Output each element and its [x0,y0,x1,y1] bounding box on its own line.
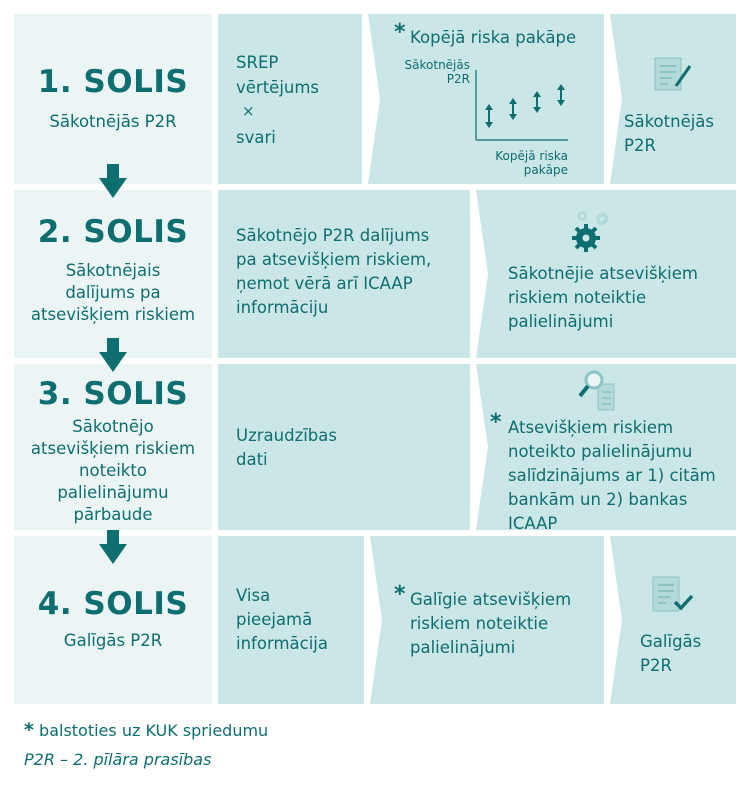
row-2-input-line-2: pa atsevišķiem riskiem, [236,250,432,269]
row-1-output-line-2: P2R [624,136,656,155]
row-3-output-line-5: ICAAP [508,514,558,533]
step-3-subtitle-line-2: atsevišķiem riskiem [30,439,196,458]
row-4-middle-line-3: palielinājumi [410,638,516,657]
row-1-input-line-4: svari [236,128,276,147]
row-3-input-line-1: Uzraudzības [236,426,337,445]
row-2-output-line-1: Sākotnējie atsevišķiem [508,264,698,283]
step-3-subtitle-line-5: pārbaude [73,505,153,524]
step-3-title: 3. SOLIS [37,376,189,412]
row-2-output-line-2: riskiem noteiktie [508,288,647,307]
row-4-asterisk: * [394,582,406,607]
row-3-output-line-4: bankām un 2) bankas [508,490,688,509]
step-2-subtitle-line-2: dalījums pa [65,283,161,302]
down-arrow-icon [99,530,127,564]
row-4-middle-line-1: Galīgie atsevišķiem [410,590,572,609]
step-2-subtitle-line-3: atsevišķiem riskiem [30,305,196,324]
row-4-output-line-1: Galīgās [640,632,702,651]
step-3-subtitle-line-3: noteikto [79,461,147,480]
row-3-output-line-1: Atsevišķiem riskiem [508,418,674,437]
step-2-title: 2. SOLIS [37,214,189,250]
row-3-output-line-3: salīdzinājums ar 1) citām [508,466,716,485]
row-4-middle-line-2: riskiem noteiktie [410,614,549,633]
row-4-output-line-2: P2R [640,656,672,675]
row-2-input-line-1: Sākotnējo P2R dalījums [236,226,430,245]
row-4-output-cell [610,536,736,704]
footnote [24,719,268,741]
row-4-input-line-1: Visa [236,586,271,605]
row-3-input-line-2: dati [236,450,268,469]
step-4-subtitle: Galīgās P2R [63,631,163,650]
step-1-subtitle: Sākotnējās P2R [49,112,177,131]
row-3-input-cell [218,364,470,530]
row-1-input-times: × [242,102,255,120]
step-4-title: 4. SOLIS [37,586,189,622]
row-4-input-line-2: pieejamā [236,610,313,629]
row-1-input-line-2: vērtējums [236,78,320,97]
row-2-output-line-3: palielinājumi [508,312,614,331]
down-arrow-icon [99,164,127,198]
row-1-chart-ylabel-line-1: Sākotnējās [404,58,470,72]
row-1-output-line-1: Sākotnējās [624,112,715,131]
row-1-chart-title: Kopējā riska pakāpe [410,28,577,47]
row-3-asterisk: * [490,410,502,435]
row-1-asterisk: * [394,20,406,45]
step-2-subtitle-line-1: Sākotnējais [65,261,161,280]
row-3-output-line-2: noteikto palielinājumu [508,442,693,461]
row-2-input-line-4: informāciju [236,298,329,317]
row-1-output-cell [610,14,736,184]
step-3-subtitle-line-1: Sākotnējo [72,417,154,436]
legend-note: P2R – 2. pīlāra prasības [24,750,212,769]
row-1-chart-xlabel-line-2: pakāpe [523,163,568,177]
row-4-input-line-3: informācija [236,634,328,653]
footnote-text: balstoties uz KUK spriedumu [39,721,269,740]
row-1-chart-xlabel-line-1: Kopējā riska [495,149,568,163]
row-1-chart-ylabel-line-2: P2R [446,72,470,86]
footnote-asterisk: * [24,719,34,741]
row-2-input-line-3: ņemot vērā arī ICAAP [236,274,413,293]
row-1-input-cell [218,14,362,184]
row-1-input-line-1: SREP [236,53,279,72]
down-arrow-icon [99,338,127,372]
step-3-subtitle-line-4: palielinājumu [57,483,169,502]
step-1-title: 1. SOLIS [37,64,189,100]
